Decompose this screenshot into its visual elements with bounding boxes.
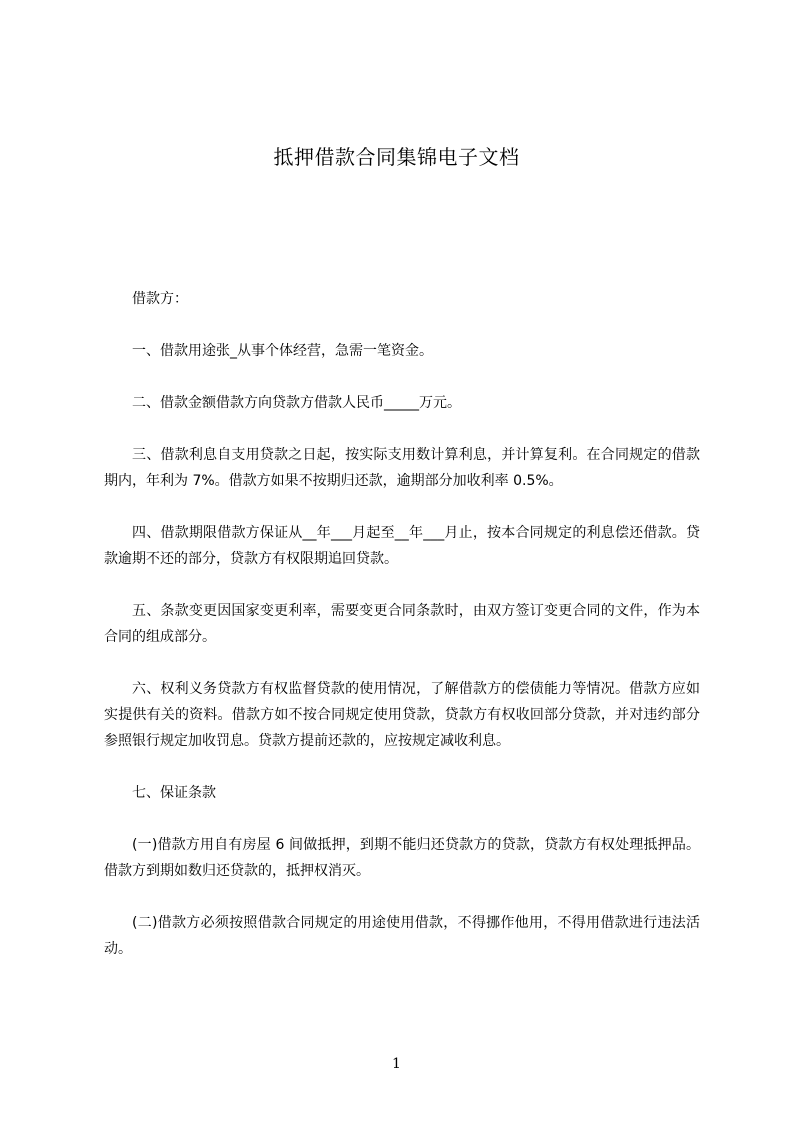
document-body [104, 286, 700, 988]
paragraph-borrower: 借款方： [132, 291, 188, 307]
paragraph-loan-interest: 三、借款利息自支用贷款之日起，按实际支用数计算利息，并计算复利。在合同规定的借款期内，年利为 7%。借款方如果不按期归还款，逾期部分加收利率 0.5%。 [104, 447, 700, 489]
paragraph-guarantee-heading: 七、保证条款 [132, 785, 216, 801]
paragraph-loan-amount: 二、借款金额借款方向贷款方借款人民币_____万元。 [132, 395, 461, 411]
paragraph-rights-obligations: 六、权利义务贷款方有权监督贷款的使用情况，了解借款方的偿债能力等情况。借款方应如实提供有关的资料。借款方如不按合同规定使用贷款，贷款方有权收回部分贷款，并对违约部分参照银行规定加收罚息。贷款方提前还款的，应按规定减收利息。 [104, 681, 700, 749]
document-title: 抵押借款合同集锦电子文档 [273, 145, 520, 169]
paragraph-guarantee-2: (二)借款方必须按照借款合同规定的用途使用借款，不得挪作他用，不得用借款进行违法活动。 [104, 915, 700, 957]
paragraph-loan-purpose: 一、借款用途张_从事个体经营，急需一笔资金。 [132, 343, 433, 359]
paragraph-loan-term: 四、借款期限借款方保证从__年___月起至__年___月止，按本合同规定的利息偿还借款。贷款逾期不还的部分，贷款方有权限期追回贷款。 [104, 525, 700, 567]
page-number: 1 [392, 1056, 401, 1072]
paragraph-guarantee-1: (一)借款方用自有房屋 6 间做抵押，到期不能归还贷款方的贷款，贷款方有权处理抵押品。借款方到期如数归还贷款的，抵押权消灭。 [104, 837, 700, 879]
paragraph-clause-change: 五、条款变更因国家变更利率，需要变更合同条款时，由双方签订变更合同的文件，作为本合同的组成部分。 [104, 603, 700, 645]
